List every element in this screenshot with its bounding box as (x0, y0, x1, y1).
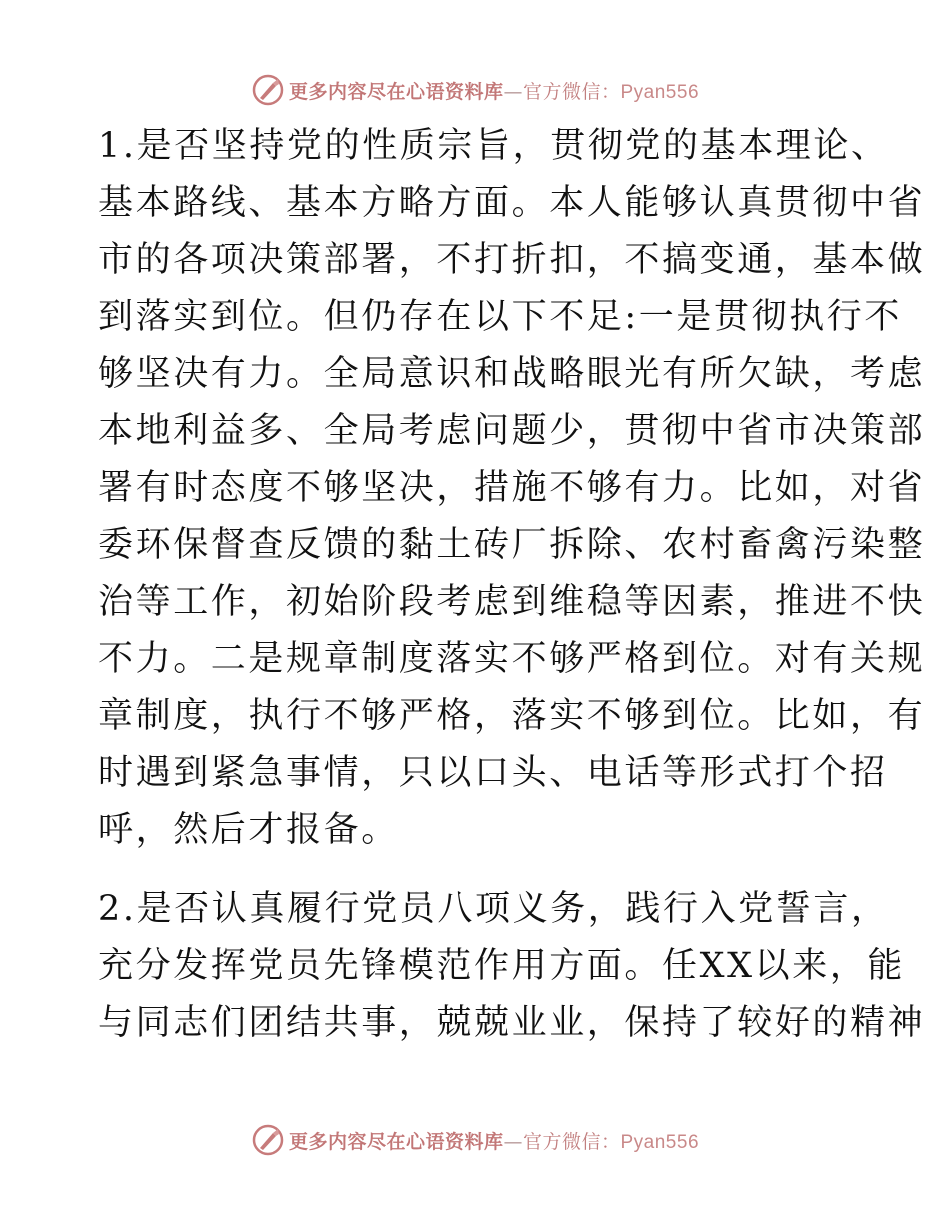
text-line: 本地利益多、全局考虑问题少，贯彻中省市决策部 (98, 411, 926, 451)
text-line: 委环保督查反馈的黏土砖厂拆除、农村畜禽污染整 (98, 525, 926, 565)
watermark-brand: 更多内容尽在心语资料库 (288, 1130, 504, 1153)
paragraph-1 (98, 118, 926, 859)
text-line: 呼，然后才报备。 (98, 810, 399, 850)
text-line: 2.是否认真履行党员八项义务，践行入党誓言， (98, 889, 889, 929)
text-line: 基本路线、基本方略方面。本人能够认真贯彻中省 (98, 183, 926, 223)
text-line: 到落实到位。但仍存在以下不足:一是贯彻执行不 (98, 297, 902, 337)
quill-logo-icon (251, 73, 285, 107)
watermark-text (289, 77, 699, 104)
text-line: 治等工作，初始阶段考虑到维稳等因素，推进不快 (98, 582, 926, 622)
text-line: 够坚决有力。全局意识和战略眼光有所欠缺，考虑 (98, 354, 926, 394)
watermark-label: 官方微信： (522, 80, 621, 103)
watermark-wechat-id: Pyan556 (620, 81, 700, 103)
watermark-separator: — (503, 80, 523, 103)
text-line: 与同志们团结共事，兢兢业业，保持了较好的精神 (98, 1003, 926, 1043)
text-line: 章制度，执行不够严格，落实不够到位。比如，有 (98, 696, 926, 736)
document-body (98, 118, 926, 1052)
text-line: 不力。二是规章制度落实不够严格到位。对有关规 (98, 639, 926, 679)
watermark-banner-bottom (0, 1120, 950, 1160)
watermark-wechat-id: Pyan556 (620, 1131, 700, 1153)
paragraph-2 (98, 881, 926, 1052)
text-line: 时遇到紧急事情，只以口头、电话等形式打个招 (98, 753, 888, 793)
text-line: 市的各项决策部署，不打折扣，不搞变通，基本做 (98, 240, 926, 280)
watermark-text (289, 1127, 699, 1154)
watermark-brand: 更多内容尽在心语资料库 (288, 80, 504, 103)
watermark-label: 官方微信： (522, 1130, 621, 1153)
watermark-separator: — (503, 1130, 523, 1153)
text-line: 1.是否坚持党的性质宗旨，贯彻党的基本理论、 (98, 126, 889, 166)
watermark-banner-top (0, 70, 950, 110)
text-line: 充分发挥党员先锋模范作用方面。任XX以来，能 (98, 946, 906, 986)
text-line: 署有时态度不够坚决，措施不够有力。比如，对省 (98, 468, 926, 508)
quill-logo-icon (251, 1123, 285, 1157)
